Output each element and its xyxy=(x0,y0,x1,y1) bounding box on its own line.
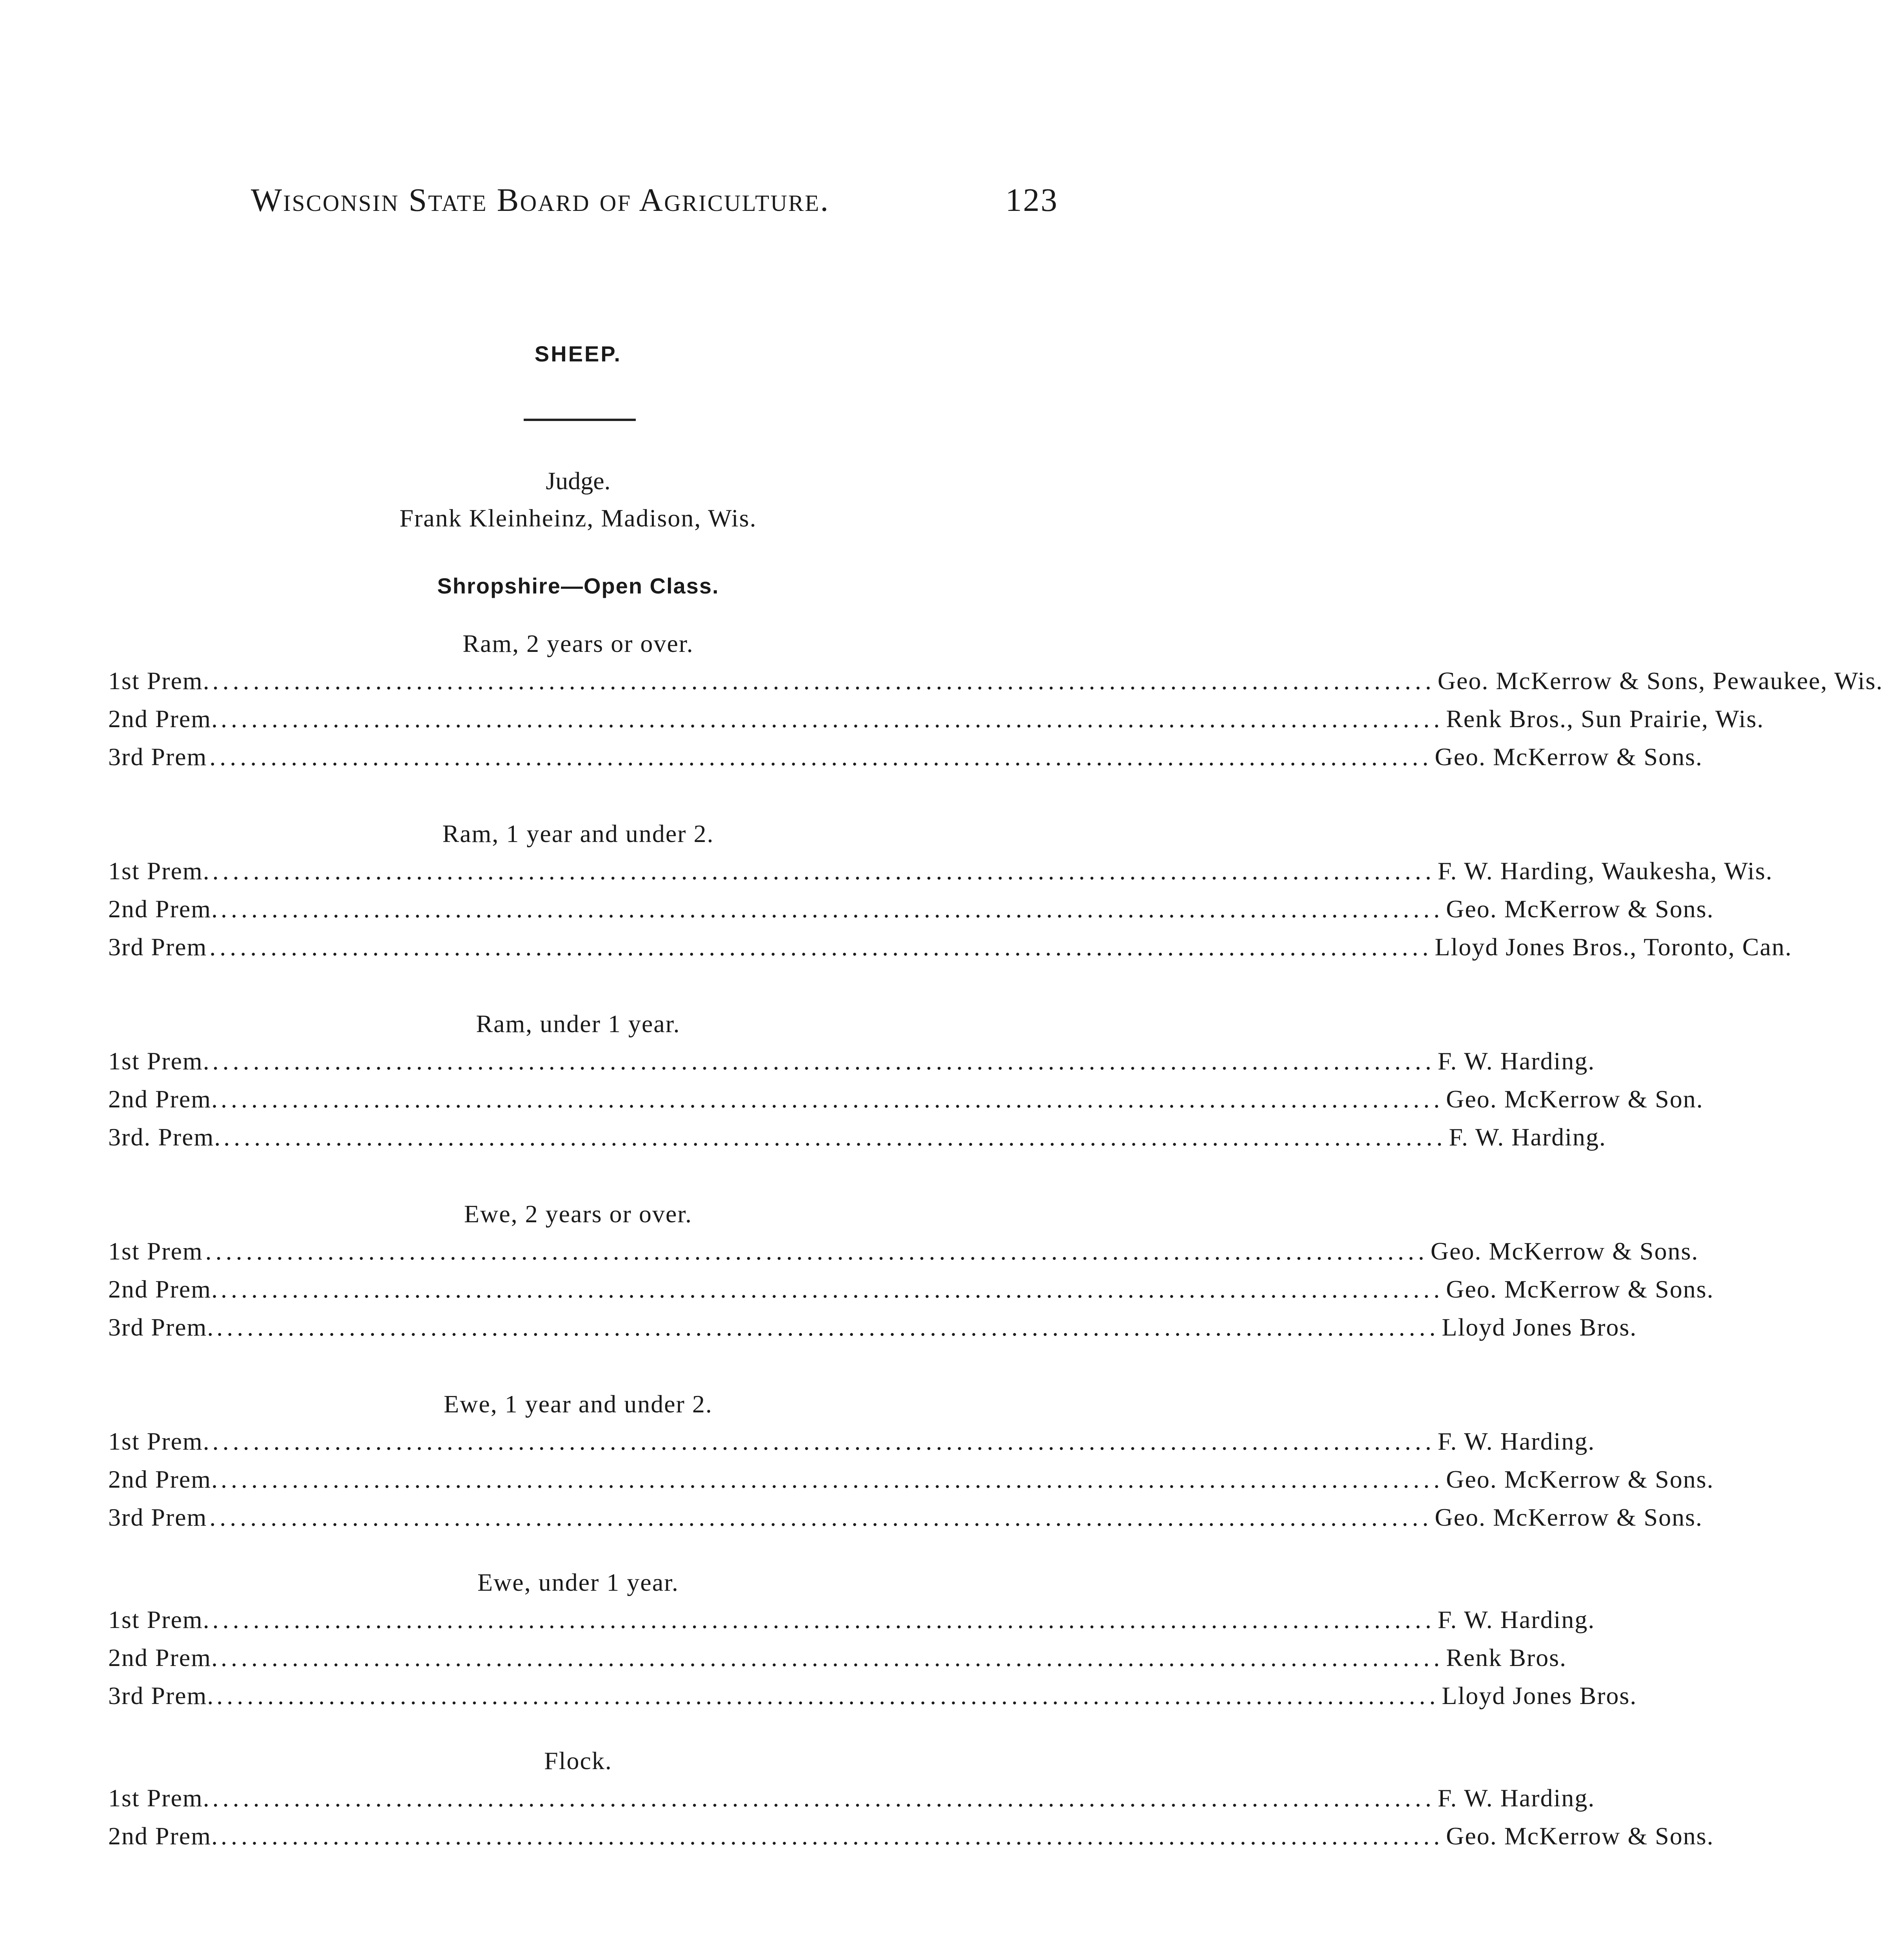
award-line xyxy=(108,742,1703,774)
leader-dots: ........................................................................................................................ xyxy=(221,1822,1444,1850)
award-line xyxy=(108,1784,1595,1815)
award-line xyxy=(108,666,1883,698)
running-header xyxy=(251,181,1058,219)
award-line xyxy=(108,857,1773,888)
judge-name: Frank Kleinheinz, Madison, Wis. xyxy=(399,504,757,532)
award-place: 1st Prem. xyxy=(108,1606,210,1633)
award-place: 2nd Prem. xyxy=(108,705,219,733)
leader-dots: ........................................................................................................................ xyxy=(221,1465,1444,1493)
award-winner: Geo. McKerrow & Sons. xyxy=(1446,1822,1714,1850)
award-place: 2nd Prem. xyxy=(108,1275,219,1303)
running-title: Wisconsin State Board of Agriculture. xyxy=(251,182,830,218)
award-winner: Geo. McKerrow & Sons, Pewaukee, Wis. xyxy=(1437,667,1883,695)
leader-dots: ........................................................................................................................ xyxy=(212,1784,1435,1812)
award-place: 1st Prem. xyxy=(108,857,210,885)
award-winner: Geo. McKerrow & Sons. xyxy=(1435,1503,1703,1531)
group-heading: Ewe, under 1 year. xyxy=(477,1568,679,1596)
leader-dots: ........................................................................................................................ xyxy=(223,1123,1447,1151)
award-winner: Geo. McKerrow & Sons. xyxy=(1446,895,1714,923)
award-line xyxy=(108,1047,1595,1078)
award-winner: F. W. Harding. xyxy=(1437,1784,1595,1812)
section-title: SHEEP. xyxy=(534,341,622,366)
leader-dots: ........................................................................................................................ xyxy=(205,1237,1428,1265)
award-line xyxy=(108,933,1792,964)
award-line xyxy=(108,1427,1595,1458)
leader-dots: ........................................................................................................................ xyxy=(221,1644,1444,1671)
award-line xyxy=(108,1085,1703,1116)
award-line xyxy=(108,1503,1703,1534)
award-winner: Renk Bros., Sun Prairie, Wis. xyxy=(1446,705,1764,733)
award-line xyxy=(108,1123,1606,1154)
leader-dots: ........................................................................................................................ xyxy=(209,743,1433,771)
leader-dots: ........................................................................................................................ xyxy=(212,1047,1435,1075)
leader-dots: ........................................................................................................................ xyxy=(216,1682,1440,1710)
award-winner: Geo. McKerrow & Sons. xyxy=(1430,1237,1699,1265)
award-line xyxy=(108,704,1764,736)
award-line xyxy=(108,1465,1714,1496)
award-line xyxy=(108,1605,1595,1637)
award-place: 2nd Prem. xyxy=(108,895,219,923)
award-place: 3rd Prem. xyxy=(108,1313,214,1341)
award-place: 1st Prem. xyxy=(108,667,210,695)
leader-dots: ........................................................................................................................ xyxy=(209,933,1433,961)
award-winner: Geo. McKerrow & Sons. xyxy=(1446,1275,1714,1303)
judge-label: Judge. xyxy=(546,467,611,495)
award-line xyxy=(108,1643,1567,1675)
award-winner: F. W. Harding. xyxy=(1437,1606,1595,1633)
award-winner: Renk Bros. xyxy=(1446,1644,1567,1671)
group-heading: Flock. xyxy=(544,1747,612,1775)
award-winner: F. W. Harding. xyxy=(1449,1123,1606,1151)
award-place: 1st Prem. xyxy=(108,1784,210,1812)
leader-dots: ........................................................................................................................ xyxy=(212,1606,1435,1633)
leader-dots: ........................................................................................................................ xyxy=(212,857,1435,885)
award-place: 3rd Prem. xyxy=(108,1682,214,1710)
award-place: 3rd. Prem. xyxy=(108,1123,221,1151)
leader-dots: ........................................................................................................................ xyxy=(212,667,1435,695)
award-winner: F. W. Harding. xyxy=(1437,1427,1595,1455)
award-winner: Lloyd Jones Bros., Toronto, Can. xyxy=(1435,933,1792,961)
award-winner: Lloyd Jones Bros. xyxy=(1442,1313,1637,1341)
award-line xyxy=(108,1681,1637,1713)
leader-dots: ........................................................................................................................ xyxy=(212,1427,1435,1455)
award-place: 3rd Prem xyxy=(108,1503,207,1531)
award-place: 2nd Prem. xyxy=(108,1085,219,1113)
award-place: 1st Prem. xyxy=(108,1047,210,1075)
award-line xyxy=(108,1237,1699,1268)
award-place: 2nd Prem. xyxy=(108,1465,219,1493)
award-winner: Lloyd Jones Bros. xyxy=(1442,1682,1637,1710)
award-place: 1st Prem xyxy=(108,1237,203,1265)
leader-dots: ........................................................................................................................ xyxy=(221,1085,1444,1113)
award-winner: Geo. McKerrow & Sons. xyxy=(1435,743,1703,771)
group-heading: Ram, 2 years or over. xyxy=(463,630,694,657)
award-place: 2nd Prem. xyxy=(108,1822,219,1850)
award-line xyxy=(108,895,1714,926)
group-heading: Ram, 1 year and under 2. xyxy=(442,820,714,848)
leader-dots: ........................................................................................................................ xyxy=(221,895,1444,923)
group-heading: Ram, under 1 year. xyxy=(476,1010,680,1038)
class-title: Shropshire—Open Class. xyxy=(437,573,719,598)
award-winner: F. W. Harding. xyxy=(1437,1047,1595,1075)
page-number: 123 xyxy=(1005,182,1058,218)
leader-dots: ........................................................................................................................ xyxy=(221,705,1444,733)
award-winner: F. W. Harding, Waukesha, Wis. xyxy=(1437,857,1773,885)
award-place: 2nd Prem. xyxy=(108,1644,219,1671)
award-place: 1st Prem. xyxy=(108,1427,210,1455)
award-winner: Geo. McKerrow & Son. xyxy=(1446,1085,1703,1113)
award-line xyxy=(108,1275,1714,1306)
award-place: 3rd Prem xyxy=(108,933,207,961)
award-winner: Geo. McKerrow & Sons. xyxy=(1446,1465,1714,1493)
award-line xyxy=(108,1313,1637,1344)
group-heading: Ewe, 2 years or over. xyxy=(464,1200,693,1228)
section-rule xyxy=(524,419,636,421)
award-place: 3rd Prem xyxy=(108,743,207,771)
leader-dots: ........................................................................................................................ xyxy=(221,1275,1444,1303)
leader-dots: ........................................................................................................................ xyxy=(209,1503,1433,1531)
leader-dots: ........................................................................................................................ xyxy=(216,1313,1440,1341)
award-line xyxy=(108,1822,1714,1853)
group-heading: Ewe, 1 year and under 2. xyxy=(444,1390,713,1418)
